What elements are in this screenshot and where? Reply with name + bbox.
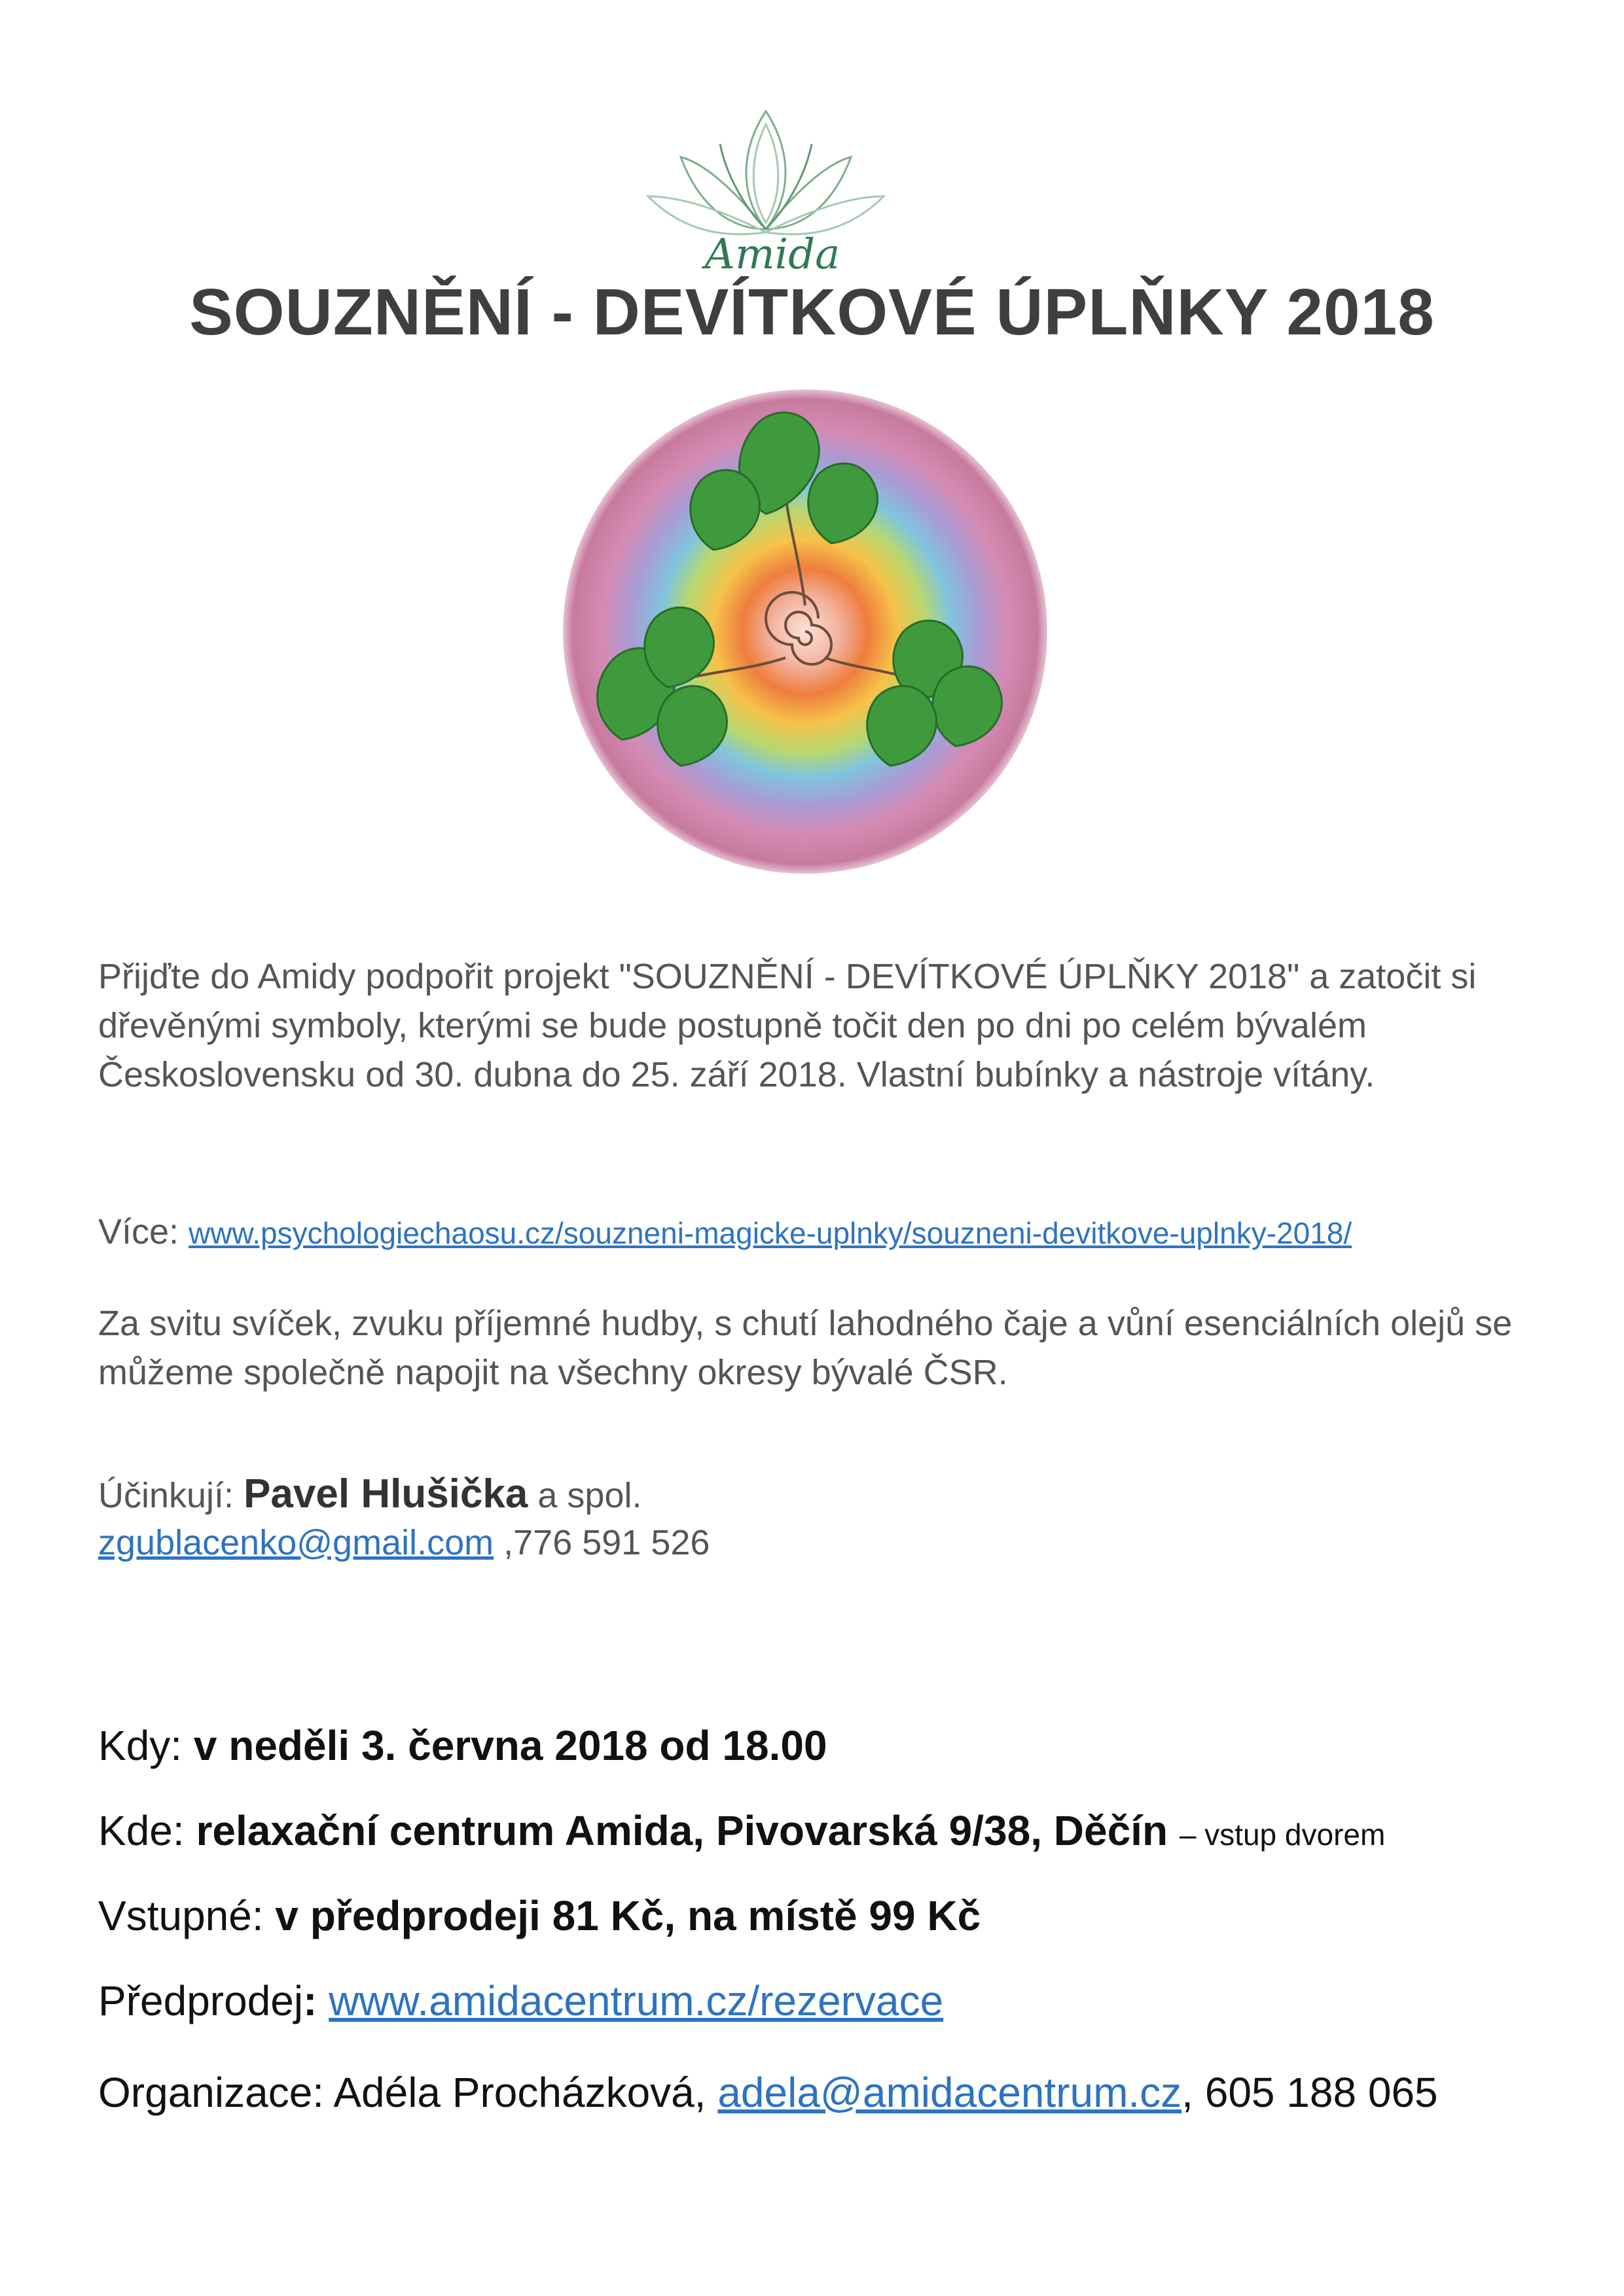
where-label: Kde: — [98, 1807, 185, 1854]
more-info — [98, 1208, 1538, 1258]
performers-suffix: a spol. — [537, 1476, 642, 1515]
contact-line — [98, 1518, 1538, 1568]
organizer-line — [98, 2068, 1438, 2117]
performers-line — [98, 1469, 1538, 1520]
contact-phone: ,776 591 526 — [503, 1523, 710, 1562]
more-link[interactable]: www.psychologiechaosu.cz/souzneni-magicke-uplnky/souzneni-devitkove-uplnky-2018/ — [189, 1216, 1352, 1250]
organizer-email-link[interactable]: adela@amidacentrum.cz — [717, 2069, 1182, 2116]
logo-text: Amida — [704, 230, 840, 279]
presale-line — [98, 1977, 943, 2025]
entry-label: Vstupné: — [98, 1892, 264, 1939]
leaf-mandala-image — [537, 383, 1074, 880]
performer-name: Pavel Hlušička — [244, 1471, 528, 1516]
contact-email-link[interactable]: zgublacenko@gmail.com — [98, 1523, 494, 1562]
amida-logo — [641, 98, 890, 288]
presale-label: Předprodej — [98, 1977, 304, 2024]
where-line — [98, 1806, 1385, 1855]
entry-line — [98, 1892, 981, 1940]
organizer-label: Organizace: Adéla Procházková, — [98, 2069, 706, 2116]
lotus-icon — [641, 98, 890, 288]
presale-colon: : — [303, 1977, 317, 2024]
when-label: Kdy: — [98, 1722, 183, 1769]
when-line — [98, 1721, 827, 1770]
presale-link[interactable]: www.amidacentrum.cz/rezervace — [329, 1977, 944, 2024]
performers-label: Účinkují: — [98, 1476, 234, 1515]
where-note: – vstup dvorem — [1179, 1818, 1386, 1852]
where-value: relaxační centrum Amida, Pivovarská 9/38, Děčín — [196, 1807, 1168, 1854]
when-value: v neděli 3. června 2018 od 18.00 — [193, 1722, 827, 1769]
entry-value: v předprodeji 81 Kč, na místě 99 Kč — [275, 1892, 981, 1939]
page-title: SOUZNĚNÍ - DEVÍTKOVÉ ÚPLŇKY 2018 — [189, 276, 1435, 349]
more-label: Více: — [98, 1212, 179, 1251]
organizer-phone: , 605 188 065 — [1182, 2069, 1438, 2116]
atmosphere-paragraph: Za svitu svíček, zvuku příjemné hudby, s chutí lahodného čaje a vůní esenciálních olejů se můžeme společně napojit na všechny okresy bývalé ČSR. — [98, 1304, 1513, 1392]
intro-paragraph: Přijďte do Amidy podpořit projekt "SOUZNĚNÍ - DEVÍTKOVÉ ÚPLŇKY 2018" a zatočit si dřevěnými symboly, kterými se bude postupně točit den po dni po celém bývalém Československu od 30. dubna do 25. září 2018. Vlastní bubínky a nástroje vítány. — [98, 957, 1477, 1094]
